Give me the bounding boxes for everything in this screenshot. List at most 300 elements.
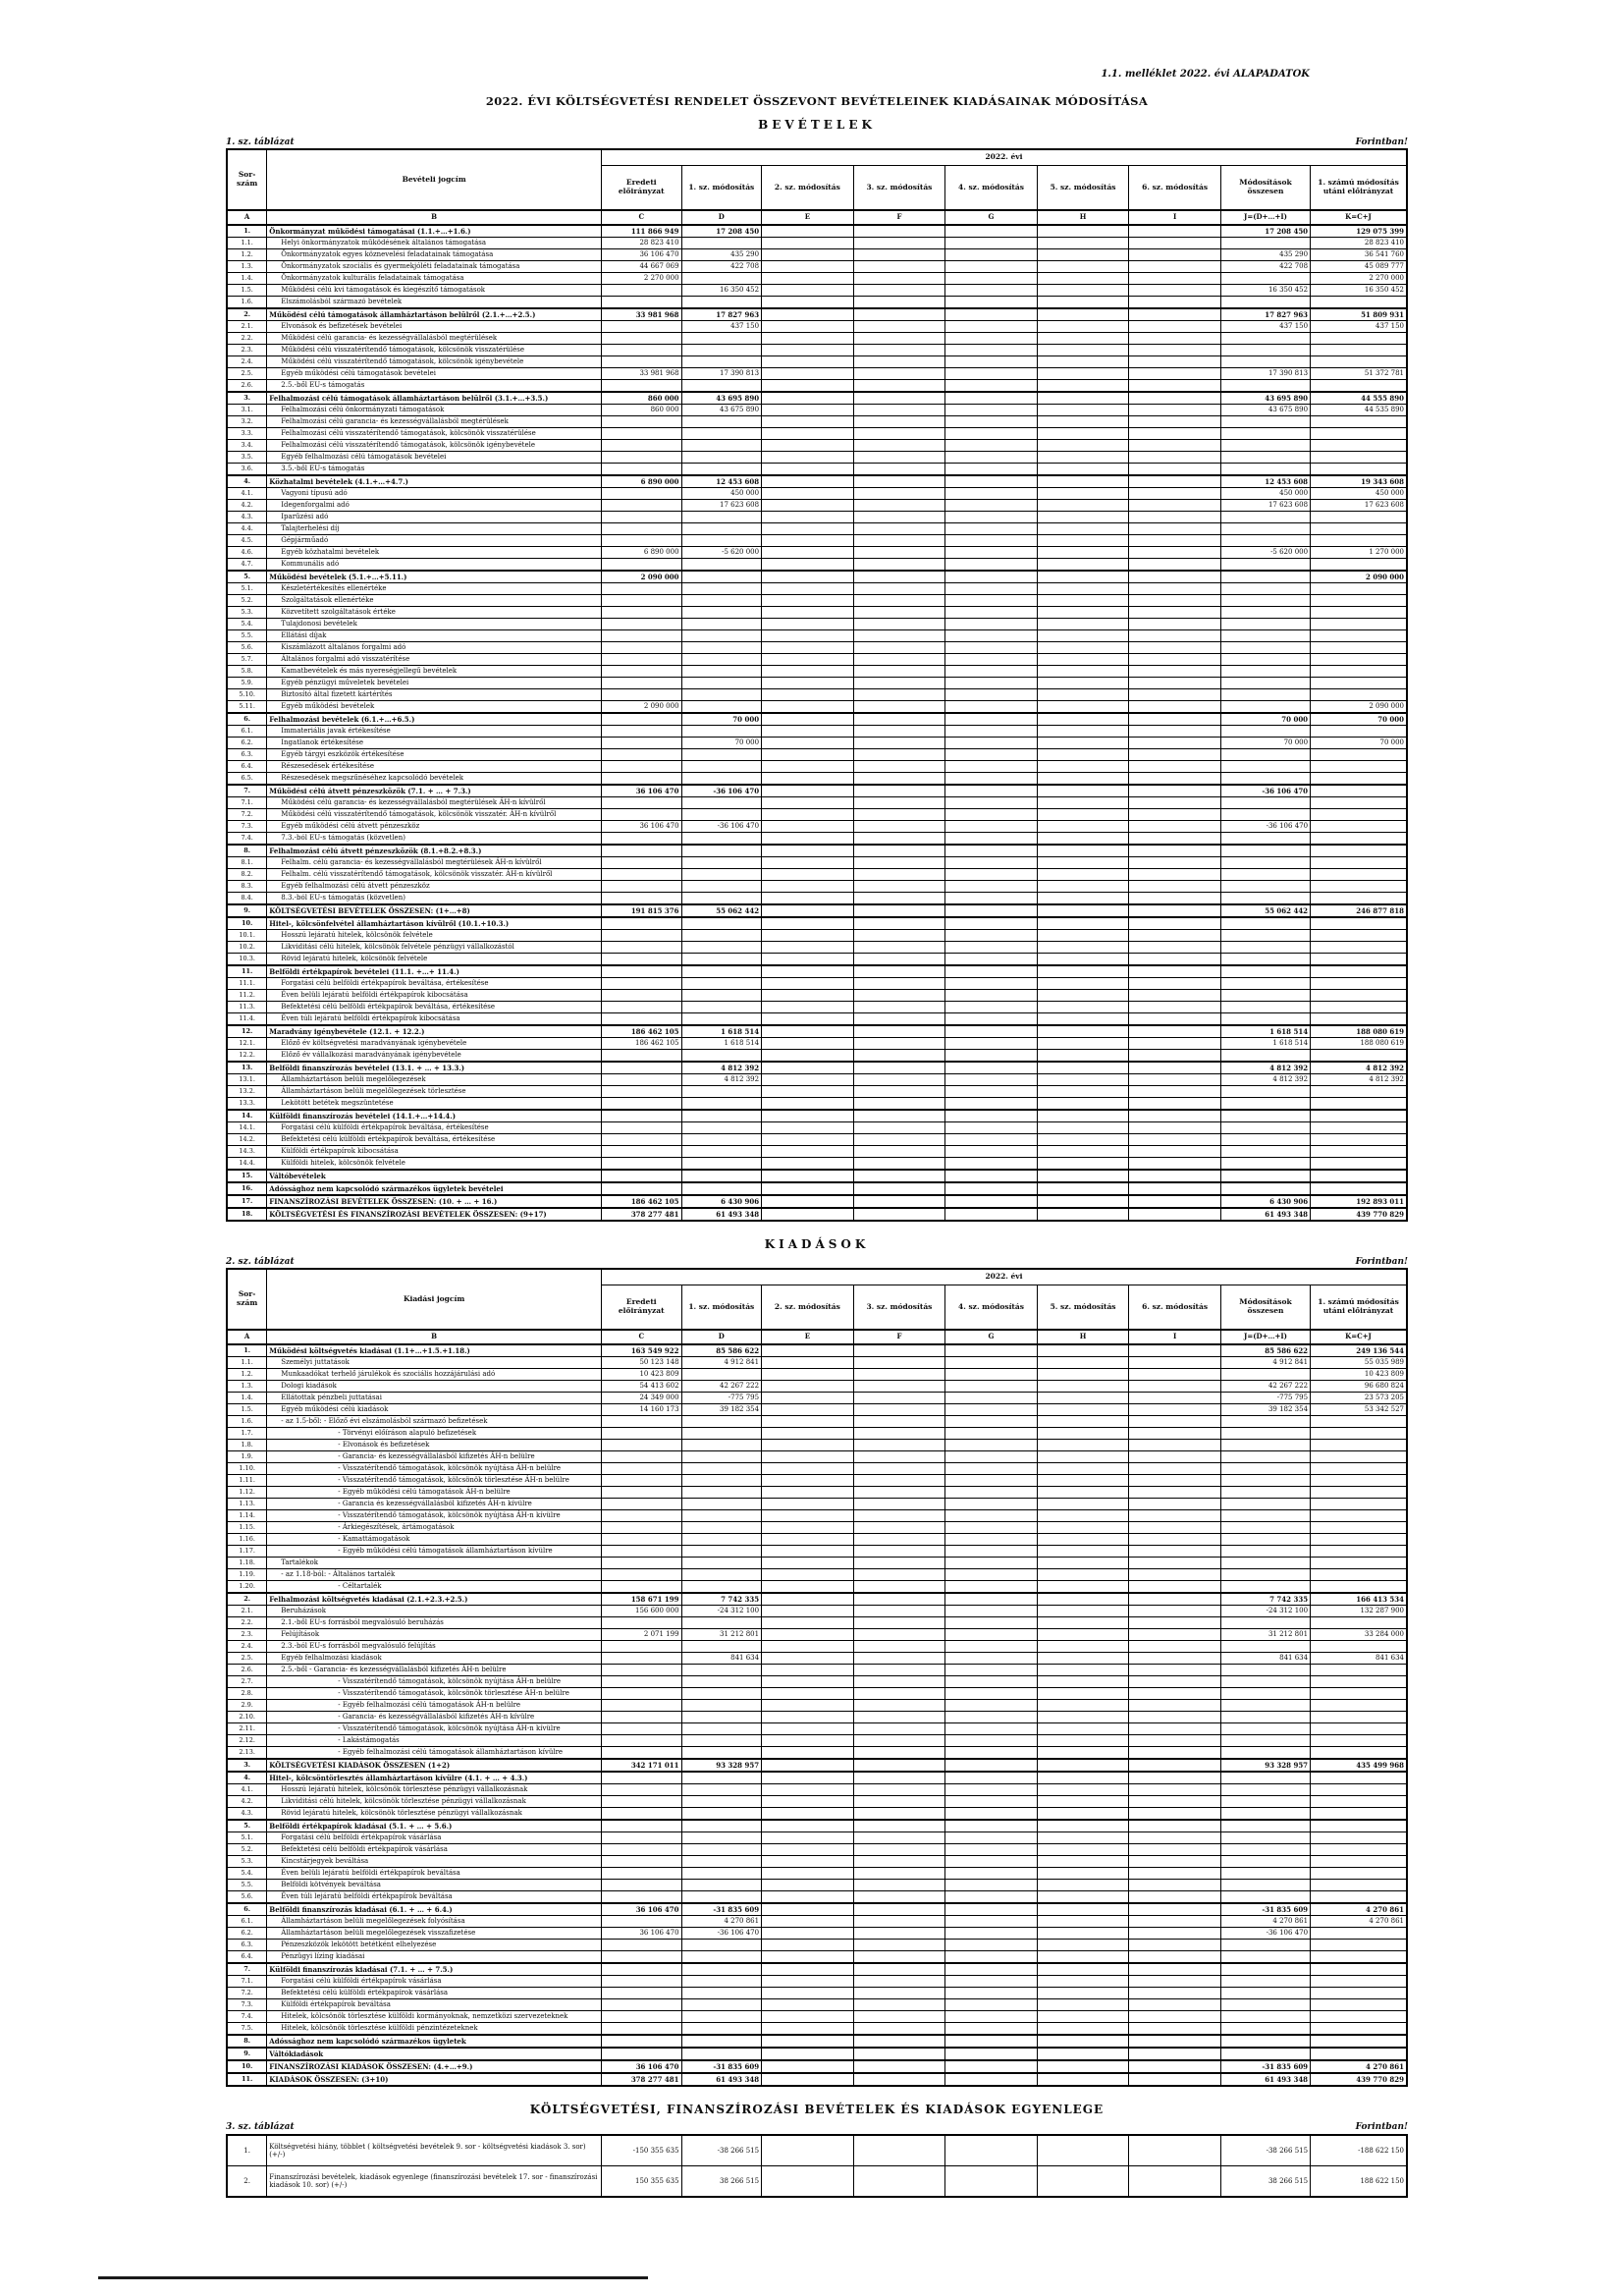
col-header-mods-total: Módosítások összesen (1220, 166, 1310, 211)
cell-value (1220, 1808, 1310, 1821)
row-number: 2.5. (227, 1653, 267, 1665)
cell-value (1037, 2166, 1129, 2198)
cell-value (853, 1428, 945, 1440)
table-row (227, 1856, 1407, 1868)
cell-value (1037, 701, 1129, 714)
cell-value (853, 225, 945, 238)
cell-value (1220, 273, 1310, 285)
cell-value: 378 277 481 (601, 2073, 681, 2086)
row-title: 7.3.-ból EU-s támogatás (közvetlen) (267, 833, 602, 846)
row-number: 3.2. (227, 416, 267, 428)
cell-value (853, 1416, 945, 1428)
cell-value (1129, 689, 1221, 701)
row-number: 8.4. (227, 893, 267, 905)
cell-value (762, 1134, 854, 1146)
cell-value (762, 1499, 854, 1510)
row-title: Készletértékesítés ellenértéke (267, 583, 602, 595)
cell-value (1220, 1134, 1310, 1146)
row-title: - Garancia és kezességvállalásból kifizetés ÁH-n kívülre (267, 1499, 602, 1510)
cell-value (1311, 1963, 1407, 1976)
cell-value (1220, 2048, 1310, 2060)
col-header-mod5: 5. sz. módosítás (1037, 166, 1129, 211)
cell-value (1311, 749, 1407, 761)
cell-value (853, 1808, 945, 1821)
cell-value (1037, 1976, 1129, 1988)
row-number: 7.4. (227, 2011, 267, 2023)
row-number: 10.3. (227, 954, 267, 966)
row-title: Finanszírozási bevételek, kiadások egyenlege (finanszírozási bevételek 17. sor - finanszírozási kiadások 10. sor) (+/-) (267, 2166, 602, 2198)
cell-value (681, 523, 762, 535)
cell-value (945, 1723, 1038, 1735)
cell-value (1037, 1002, 1129, 1013)
cell-value (1220, 1963, 1310, 1976)
cell-value: 50 123 148 (601, 1357, 681, 1369)
row-number: 5.10. (227, 689, 267, 701)
cell-value (1129, 1110, 1221, 1122)
row-title: Hosszú lejáratú hitelek, kölcsönök felvétele (267, 930, 602, 942)
cell-value (601, 333, 681, 345)
cell-value (762, 965, 854, 978)
cell-value (853, 607, 945, 619)
cell-value (601, 1700, 681, 1712)
cell-value (945, 1903, 1038, 1916)
cell-value (1129, 1903, 1221, 1916)
cell-value (681, 1581, 762, 1594)
row-number: 1.17. (227, 1546, 267, 1558)
cell-value (1129, 500, 1221, 512)
cell-value (762, 990, 854, 1002)
cell-value (1220, 1940, 1310, 1951)
cell-value (681, 1369, 762, 1381)
row-number: 6.4. (227, 1951, 267, 1964)
table-row (227, 249, 1407, 261)
cell-value (601, 1723, 681, 1735)
cell-value (853, 1976, 945, 1988)
cell-value (945, 297, 1038, 309)
row-title: Tartalékok (267, 1558, 602, 1569)
cell-value (945, 1759, 1038, 1772)
row-number: 6. (227, 1903, 267, 1916)
table-row (227, 1182, 1407, 1195)
cell-value (853, 881, 945, 893)
cell-value (1129, 1999, 1221, 2011)
cell-value (853, 1820, 945, 1832)
cell-value: 435 290 (1220, 249, 1310, 261)
cell-value (1311, 1569, 1407, 1581)
cell-value (853, 1712, 945, 1723)
cell-value (853, 1074, 945, 1086)
cell-value (853, 678, 945, 689)
cell-value (1311, 1784, 1407, 1796)
cell-value: 4 270 861 (1311, 1903, 1407, 1916)
cell-value (1311, 1712, 1407, 1723)
cell-value (1220, 978, 1310, 990)
cell-value (1311, 428, 1407, 440)
cell-value (945, 559, 1038, 572)
col-letter-c: C (601, 1330, 681, 1344)
row-number: 4. (227, 1772, 267, 1784)
cell-value (1037, 2011, 1129, 2023)
cell-value (1129, 930, 1221, 942)
cell-value (945, 475, 1038, 488)
cell-value (853, 904, 945, 917)
cell-value (945, 930, 1038, 942)
row-number: 10.1. (227, 930, 267, 942)
cell-value (945, 1062, 1038, 1074)
cell-value (601, 1122, 681, 1134)
cell-value (1129, 1381, 1221, 1393)
cell-value: 28 823 410 (1311, 238, 1407, 249)
cell-value: 6 890 000 (601, 475, 681, 488)
table-row (227, 1891, 1407, 1904)
cell-value (945, 904, 1038, 917)
col-letter-e: E (762, 1330, 854, 1344)
cell-value (1129, 773, 1221, 786)
cell-value: 435 499 968 (1311, 1759, 1407, 1772)
cell-value: 439 770 829 (1311, 2073, 1407, 2086)
cell-value (601, 678, 681, 689)
cell-value (1037, 1195, 1129, 1208)
row-title: Egyéb felhalmozási kiadások (267, 1653, 602, 1665)
row-title: Likviditási célú hitelek, kölcsönök felvétele pénzügyi vállalkozástól (267, 942, 602, 954)
cell-value (601, 1963, 681, 1976)
cell-value (601, 689, 681, 701)
cell-value (1220, 1976, 1310, 1988)
row-number: 11.1. (227, 978, 267, 990)
table-row (227, 1170, 1407, 1182)
cell-value (681, 345, 762, 356)
cell-value (1129, 2011, 1221, 2023)
cell-value (1037, 559, 1129, 572)
cell-value (1037, 1369, 1129, 1381)
cell-value (1037, 356, 1129, 368)
row-title: KIADÁSOK ÖSSZESEN: (3+10) (267, 2073, 602, 2086)
cell-value (1129, 1808, 1221, 1821)
cell-value (762, 2011, 854, 2023)
cell-value (853, 547, 945, 559)
cell-value (1037, 845, 1129, 857)
cell-value (945, 1086, 1038, 1098)
cell-value (681, 1510, 762, 1522)
cell-value (1129, 392, 1221, 405)
cell-value (1129, 797, 1221, 809)
cell-value (1220, 893, 1310, 905)
cell-value (1129, 1759, 1221, 1772)
table-row (227, 392, 1407, 405)
row-number: 2.10. (227, 1712, 267, 1723)
cell-value (945, 535, 1038, 547)
cell-value (1129, 345, 1221, 356)
row-title: Felhalmozási célú garancia- és kezességvállalásból megtérülések (267, 416, 602, 428)
row-number: 4.3. (227, 512, 267, 523)
cell-value (945, 1002, 1038, 1013)
cell-value (601, 978, 681, 990)
cell-value (1037, 1606, 1129, 1617)
cell-value (853, 1522, 945, 1534)
cell-value: 422 708 (1220, 261, 1310, 273)
table-row (227, 1617, 1407, 1629)
cell-value (1037, 1146, 1129, 1158)
row-title: - Kamattámogatások (267, 1534, 602, 1546)
cell-value (1129, 1146, 1221, 1158)
cell-value (762, 2135, 854, 2166)
cell-value (1037, 619, 1129, 630)
cell-value (601, 1951, 681, 1964)
cell-value (853, 965, 945, 978)
cell-value (945, 2073, 1038, 2086)
cell-value (1129, 428, 1221, 440)
cell-value (681, 1712, 762, 1723)
cell-value (945, 1676, 1038, 1688)
table-row (227, 308, 1407, 321)
row-title: - Lakástámogatás (267, 1735, 602, 1747)
cell-value (853, 1344, 945, 1357)
col-letter-b: B (267, 1330, 602, 1344)
cell-value (853, 978, 945, 990)
cell-value (1311, 965, 1407, 978)
cell-value (1129, 1534, 1221, 1546)
cell-value (853, 1182, 945, 1195)
cell-value (853, 1463, 945, 1475)
col-letter-k: K=C+J (1311, 1330, 1407, 1344)
row-number: 5.3. (227, 607, 267, 619)
cell-value (762, 713, 854, 726)
cell-value (1037, 1440, 1129, 1451)
table-row (227, 1440, 1407, 1451)
row-title: Befektetési célú külföldi értékpapírok vásárlása (267, 1988, 602, 1999)
cell-value (1129, 904, 1221, 917)
row-title: Személyi juttatások (267, 1357, 602, 1369)
cell-value (1129, 416, 1221, 428)
cell-value (853, 713, 945, 726)
cell-value (945, 738, 1038, 749)
cell-value: 1 618 514 (1220, 1038, 1310, 1050)
cell-value (853, 297, 945, 309)
cell-value (1129, 881, 1221, 893)
cell-value (1311, 452, 1407, 464)
cell-value (1220, 2011, 1310, 2023)
cell-value: 36 106 470 (601, 1903, 681, 1916)
row-number: 2.2. (227, 1617, 267, 1629)
cell-value (762, 1428, 854, 1440)
cell-value (945, 833, 1038, 846)
cell-value (1311, 857, 1407, 869)
cell-value (1129, 1062, 1221, 1074)
cell-value (945, 666, 1038, 678)
cell-value (945, 273, 1038, 285)
table-row (227, 523, 1407, 535)
cell-value (945, 1558, 1038, 1569)
cell-value (1129, 595, 1221, 607)
table-row (227, 1963, 1407, 1976)
cell-value (1129, 1951, 1221, 1964)
row-number: 3.1. (227, 405, 267, 416)
cell-value (1220, 845, 1310, 857)
row-title: Váltókiadások (267, 2048, 602, 2060)
cell-value (601, 1013, 681, 1026)
cell-value (853, 356, 945, 368)
cell-value (853, 523, 945, 535)
cell-value (1311, 1463, 1407, 1475)
cell-value (1220, 1182, 1310, 1195)
cell-value (762, 1951, 854, 1964)
cell-value (681, 1784, 762, 1796)
cell-value (853, 273, 945, 285)
cell-value (1129, 917, 1221, 930)
cell-value (1129, 1499, 1221, 1510)
cell-value (681, 452, 762, 464)
row-title: Felújítások (267, 1629, 602, 1641)
row-number: 5.1. (227, 583, 267, 595)
cell-value: 4 812 392 (1220, 1062, 1310, 1074)
cell-value (945, 583, 1038, 595)
cell-value (1220, 965, 1310, 978)
cell-value (1037, 1629, 1129, 1641)
table-row (227, 1723, 1407, 1735)
row-number: 1.2. (227, 1369, 267, 1381)
row-number: 1.16. (227, 1534, 267, 1546)
cell-value (601, 1665, 681, 1676)
cell-value (853, 1856, 945, 1868)
cell-value: 17 827 963 (1220, 308, 1310, 321)
cell-value (681, 1735, 762, 1747)
cell-value (945, 726, 1038, 738)
row-number: 1.6. (227, 297, 267, 309)
cell-value (681, 1856, 762, 1868)
cell-value (1129, 1487, 1221, 1499)
cell-value (1037, 500, 1129, 512)
cell-value (1220, 1772, 1310, 1784)
cell-value (1311, 1134, 1407, 1146)
cell-value (945, 1146, 1038, 1158)
cell-value (1311, 990, 1407, 1002)
cell-value (1220, 1988, 1310, 1999)
cell-value (1220, 1510, 1310, 1522)
cell-value (945, 845, 1038, 857)
cell-value (1220, 2035, 1310, 2048)
table-row (227, 1951, 1407, 1964)
cell-value (945, 1581, 1038, 1594)
cell-value: 450 000 (1220, 488, 1310, 500)
row-number: 1.13. (227, 1499, 267, 1510)
cell-value (681, 1999, 762, 2011)
cell-value (945, 261, 1038, 273)
cell-value (681, 761, 762, 773)
cell-value (1311, 1796, 1407, 1808)
cell-value (1220, 356, 1310, 368)
table-row (227, 1146, 1407, 1158)
table-row (227, 642, 1407, 654)
cell-value (1129, 1393, 1221, 1404)
cell-value (601, 1976, 681, 1988)
table-row (227, 1357, 1407, 1369)
cell-value (1129, 1170, 1221, 1182)
cell-value (853, 845, 945, 857)
row-title: - Visszatérítendő támogatások, kölcsönök nyújtása ÁH-n belülre (267, 1676, 602, 1688)
cell-value (762, 475, 854, 488)
row-title: Befektetési célú külföldi értékpapírok beváltása, értékesítése (267, 1134, 602, 1146)
row-number: 7.2. (227, 809, 267, 821)
row-number: 11. (227, 965, 267, 978)
table-row (227, 1558, 1407, 1569)
row-title: Helyi önkormányzatok működésének általános támogatása (267, 238, 602, 249)
cell-value (1037, 797, 1129, 809)
table-row (227, 512, 1407, 523)
table-row (227, 607, 1407, 619)
revenue-currency-note: Forintban! (1355, 137, 1408, 147)
cell-value (1311, 1999, 1407, 2011)
row-number: 5. (227, 571, 267, 583)
table-row (227, 893, 1407, 905)
table-row (227, 1700, 1407, 1712)
cell-value (681, 1182, 762, 1195)
cell-value (1129, 571, 1221, 583)
table-row (227, 619, 1407, 630)
cell-value (945, 1510, 1038, 1522)
cell-value (681, 2035, 762, 2048)
cell-value (1311, 1665, 1407, 1676)
row-number: 1.11. (227, 1475, 267, 1487)
row-title: Ellátottak pénzbeli juttatásai (267, 1393, 602, 1404)
cell-value (853, 893, 945, 905)
cell-value (853, 1928, 945, 1940)
cell-value (762, 535, 854, 547)
cell-value (1129, 1569, 1221, 1581)
row-title: Váltóbevételek (267, 1170, 602, 1182)
cell-value: -36 106 470 (1220, 785, 1310, 797)
cell-value (1037, 857, 1129, 869)
cell-value: -775 795 (1220, 1393, 1310, 1404)
cell-value (853, 1146, 945, 1158)
cell-value (762, 1593, 854, 1606)
cell-value (1037, 1487, 1129, 1499)
row-title: Egyéb működési célú átvett pénzeszköz (267, 821, 602, 833)
cell-value: 1 618 514 (1220, 1025, 1310, 1038)
cell-value (1037, 1182, 1129, 1195)
row-number: 5.8. (227, 666, 267, 678)
table-row (227, 749, 1407, 761)
cell-value (945, 1688, 1038, 1700)
cell-value (762, 738, 854, 749)
cell-value (1037, 416, 1129, 428)
row-number: 9. (227, 904, 267, 917)
row-number: 5.5. (227, 1880, 267, 1891)
row-number: 6.1. (227, 726, 267, 738)
row-title: Önkormányzatok kulturális feladatainak támogatása (267, 273, 602, 285)
cell-value (1129, 2023, 1221, 2036)
row-title: Egyéb tárgyi eszközök értékesítése (267, 749, 602, 761)
cell-value (1037, 225, 1129, 238)
cell-value (601, 440, 681, 452)
cell-value (1037, 1534, 1129, 1546)
table-row (227, 1880, 1407, 1891)
cell-value (762, 416, 854, 428)
cell-value (1129, 2048, 1221, 2060)
cell-value: 10 423 809 (601, 1369, 681, 1381)
row-title: Működési célú támogatások államháztartáson belülről (2.1.+…+2.5.) (267, 308, 602, 321)
cell-value (1129, 1369, 1221, 1381)
table-row (227, 1688, 1407, 1700)
cell-value (681, 809, 762, 821)
row-title: Hitel-, kölcsönfelvétel államháztartáson kívülről (10.1.+10.3.) (267, 917, 602, 930)
row-title: Biztosító által fizetett kártérítés (267, 689, 602, 701)
cell-value (853, 1606, 945, 1617)
cell-value (601, 726, 681, 738)
cell-value (945, 1428, 1038, 1440)
cell-value (853, 930, 945, 942)
cell-value (1037, 238, 1129, 249)
cell-value (1129, 1916, 1221, 1928)
